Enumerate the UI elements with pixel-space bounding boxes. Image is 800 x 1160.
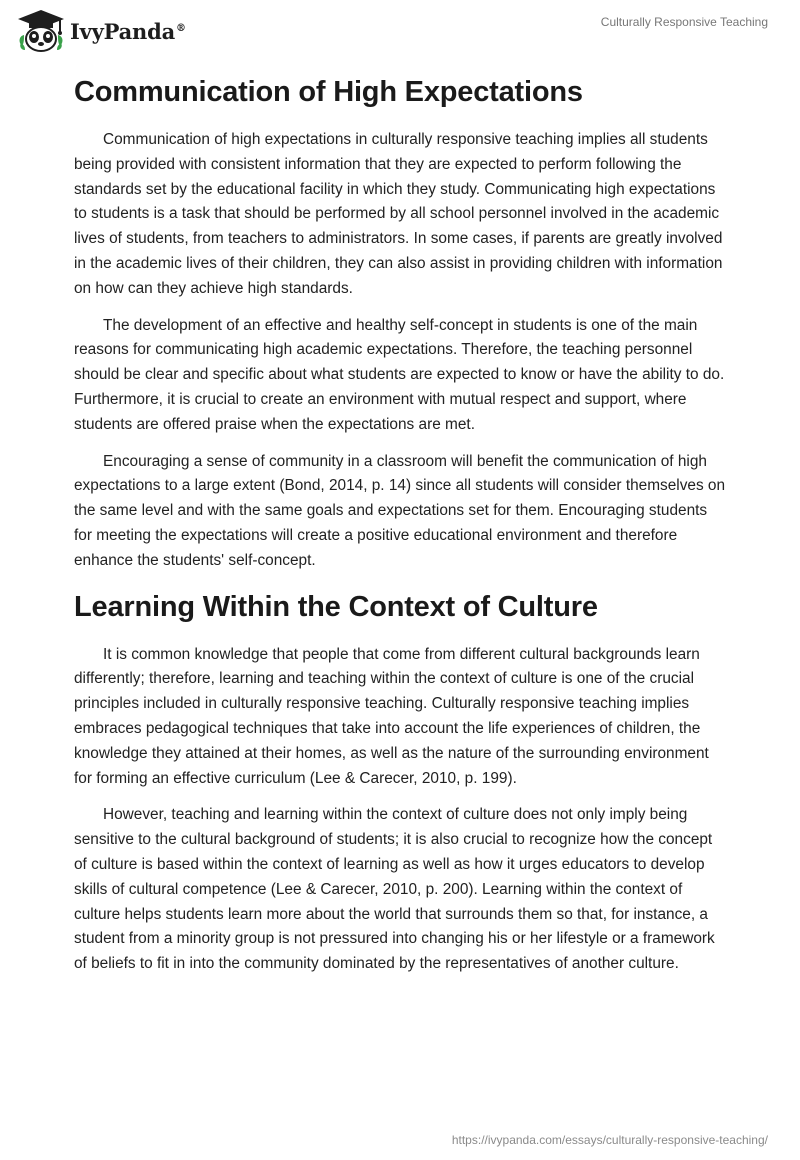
brand-name: IvyPanda® bbox=[70, 18, 186, 44]
section-heading: Learning Within the Context of Culture bbox=[74, 590, 598, 623]
trademark-symbol: ® bbox=[176, 22, 186, 34]
ivypanda-logo[interactable] bbox=[16, 8, 186, 54]
graduation-cap-panda-icon bbox=[16, 8, 66, 54]
section-heading: Communication of High Expectations bbox=[74, 76, 583, 108]
paragraph: Encouraging a sense of community in a classroom will benefit the communication of high expectations to a large extent (Bond, 2014, p. 14) since all students will consider themselves on the same level and with the same goals and expectations set for them. Encouraging students for meeting the expectations will create a positive educational environment and therefore enhance the students' self-concept. bbox=[74, 452, 726, 569]
essay-body bbox=[74, 74, 726, 989]
paragraph: It is common knowledge that people that come from different cultural backgrounds learn differently; therefore, learning and teaching within the context of culture is one of the crucial principles included in culturally responsive teaching. Culturally responsive teaching implies embraces pedagogical techniques that take into account the life experiences of children, the knowledge they attained at their homes, as well as the nature of the surrounding environment for forming an effective curriculum (Lee & Carecer, 2010, p. 199). bbox=[74, 645, 709, 787]
paragraph: However, teaching and learning within the context of culture does not only imply being sensitive to the cultural background of students; it is also crucial to recognize how the concept of culture is based within the context of learning as well as how it urges educators to develop skills of cultural competence (Lee & Carecer, 2010, p. 200). Learning within the context of culture helps students learn more about the world that surrounds them so that, for instance, a student from a minority group is not pressured into changing his or her lifestyle or a framework of beliefs to fit in into the community dominated by the representatives of another culture. bbox=[74, 806, 715, 973]
running-title: Culturally Responsive Teaching bbox=[600, 15, 768, 29]
paragraph: Communication of high expectations in culturally responsive teaching implies all students being provided with consistent information that they are expected to perform following the standards set by the educational facility in which they study. Communicating high expectations to students is a task that should be performed by all school personnel involved in the academic lives of students, from teachers to administrators. In some cases, if parents are greatly involved in the academic lives of their children, they can also assist in providing children with information on how can they achieve high standards. bbox=[74, 131, 723, 297]
paragraph: The development of an effective and healthy self-concept in students is one of the main reasons for communicating high academic expectations. Therefore, the teaching personnel should be clear and specific about what students are expected to know or have the ability to do. Furthermore, it is crucial to create an environment with mutual respect and support, where students are offered praise when the expectations are met. bbox=[74, 316, 725, 433]
page-header bbox=[0, 0, 800, 64]
source-url[interactable]: https://ivypanda.com/essays/culturally-responsive-teaching/ bbox=[451, 1133, 768, 1147]
